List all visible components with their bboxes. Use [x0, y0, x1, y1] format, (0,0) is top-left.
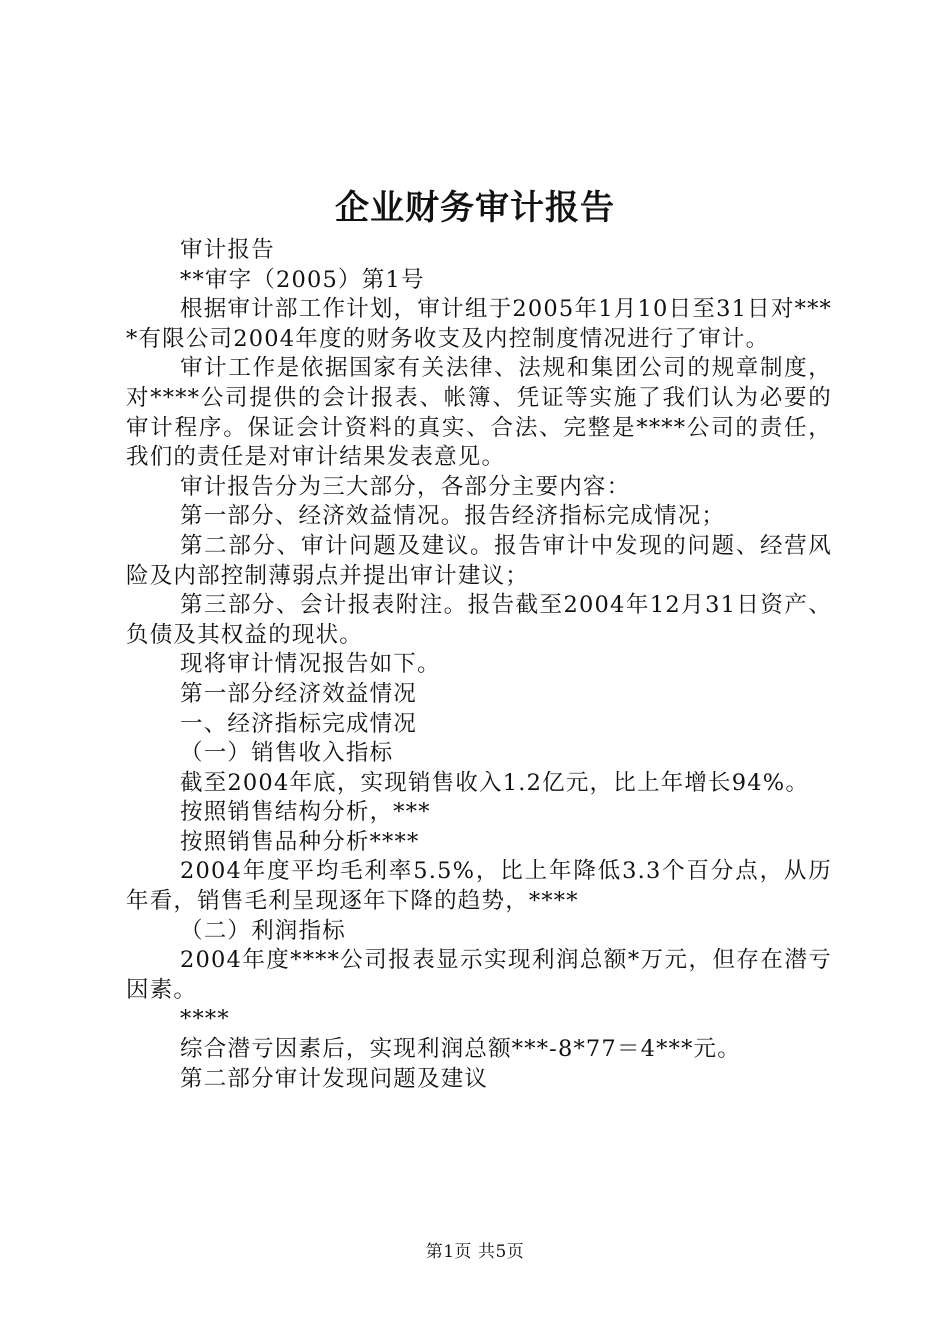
paragraph: 按照销售品种分析**** — [180, 828, 420, 855]
section-heading: （一）销售收入指标 — [180, 740, 394, 767]
paragraph: 第三部分、会计报表附注。报告截至2004年12月31日资产、负债及其权益的现状。 — [126, 592, 832, 648]
section-heading: 一、经济指标完成情况 — [180, 710, 418, 737]
document-body — [126, 236, 832, 1094]
paragraph: **审字（2005）第1号 — [180, 266, 425, 293]
paragraph: 截至2004年底，实现销售收入1.2亿元，比上年增长94%。 — [180, 769, 810, 796]
paragraph: 2004年度****公司报表显示实现利润总额*万元，但存在潜亏因素。 — [126, 947, 832, 1003]
page-number-footer: 第1页 共5页 — [425, 1242, 525, 1262]
paragraph: 审计报告 — [180, 237, 275, 263]
paragraph: **** — [180, 1006, 230, 1033]
paragraph: 现将审计情况报告如下。 — [180, 651, 441, 678]
paragraph: 按照销售结构分析，*** — [180, 799, 431, 826]
paragraph: 综合潜亏因素后，实现利润总额***-8*77＝4***元。 — [180, 1036, 741, 1063]
paragraph: 2004年度平均毛利率5.5%，比上年降低3.3个百分点，从历年看，销售毛利呈现逐年下降的趋势，**** — [126, 858, 832, 915]
document-title: 企业财务审计报告 — [335, 188, 615, 228]
paragraph: 根据审计部工作计划，审计组于2005年1月10日至31日对****有限公司2004年度的财务收支及内控制度情况进行了审计。 — [126, 296, 832, 352]
paragraph: 审计报告分为三大部分，各部分主要内容： — [180, 473, 631, 500]
section-heading: 第二部分审计发现问题及建议 — [180, 1065, 489, 1092]
section-heading: （二）利润指标 — [180, 917, 346, 944]
paragraph: 第二部分、审计问题及建议。报告审计中发现的问题、经营风险及内部控制薄弱点并提出审计建议； — [126, 532, 832, 589]
section-heading: 第一部分经济效益情况 — [180, 680, 418, 707]
paragraph: 审计工作是依据国家有关法律、法规和集团公司的规章制度，对****公司提供的会计报表、帐簿、凭证等实施了我们认为必要的审计程序。保证会计资料的真实、合法、完整是****公司的责任，我们的责任是对审计结果发表意见。 — [126, 355, 832, 471]
paragraph: 第一部分、经济效益情况。报告经济指标完成情况； — [180, 503, 726, 530]
